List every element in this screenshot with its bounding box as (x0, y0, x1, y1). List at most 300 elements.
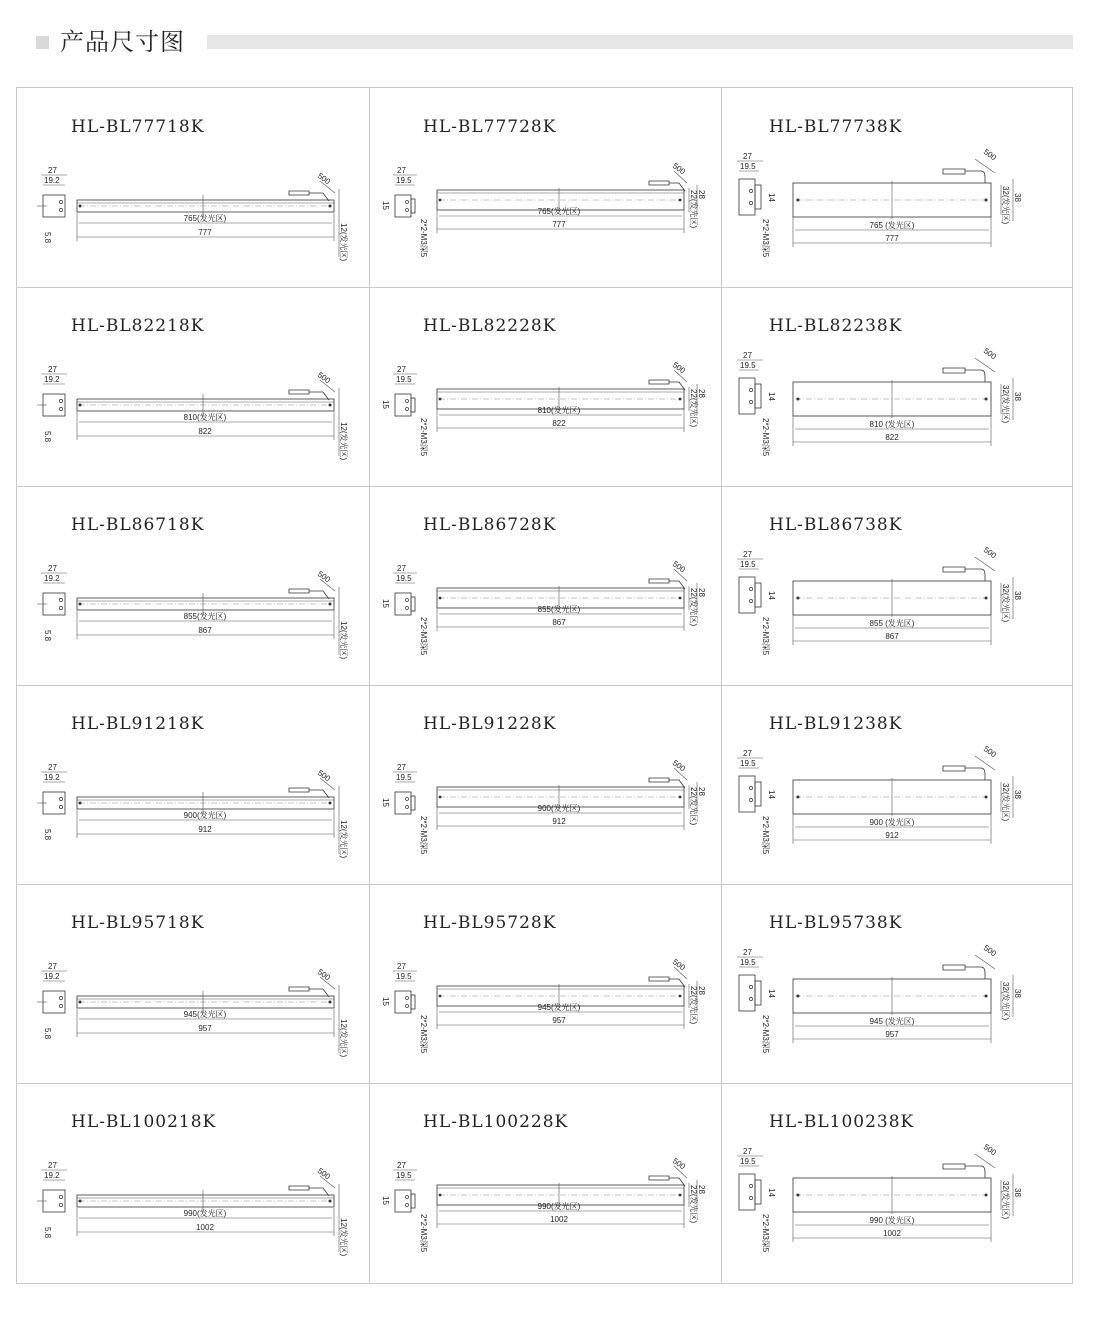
end-hole (797, 398, 800, 401)
dimension-drawing (17, 760, 357, 870)
dim-label-side: 5.8 (43, 232, 52, 244)
end-hole (797, 995, 800, 998)
mount-flange (755, 384, 761, 408)
dim-label-total: 957 (198, 1024, 212, 1033)
dim-label-emit: 810(发光区) (183, 413, 227, 422)
dim-label-side: 14 (767, 193, 776, 202)
model-name: HL-BL82238K (769, 316, 903, 336)
screw-hole (749, 189, 752, 192)
dimension-drawing (721, 744, 1061, 860)
screw-hole (59, 598, 62, 601)
section-header (0, 0, 1100, 70)
dim-label-screw: 2*2-M3深5 (419, 816, 428, 855)
screw-hole (749, 599, 752, 602)
screw-hole (406, 400, 409, 403)
dim-label-height: 38 (1013, 1188, 1022, 1197)
model-name: HL-BL100218K (71, 1112, 217, 1132)
screw-hole (59, 606, 62, 609)
cable-connector (649, 181, 685, 191)
mount-flange (411, 995, 415, 1009)
end-view-block (739, 179, 755, 215)
dim-label-width: 27 (397, 166, 406, 175)
cable-connector (289, 987, 329, 997)
product-cell (721, 88, 1072, 287)
dim-label-inner: 19.5 (740, 759, 756, 768)
end-hole (79, 404, 82, 407)
dim-label-inner: 19.5 (396, 972, 412, 981)
model-name: HL-BL77718K (71, 117, 205, 137)
end-view-block (395, 593, 411, 615)
dimension-drawing (17, 959, 357, 1069)
dimension-drawing (17, 163, 357, 273)
dimension-drawing (369, 959, 709, 1069)
dim-label-inner: 19.5 (396, 773, 412, 782)
end-hole (329, 1200, 332, 1203)
cable-connector (943, 169, 985, 183)
dim-label-height: 28 (697, 787, 706, 796)
dim-label-cable: 500 (670, 758, 687, 774)
dim-label-width: 27 (743, 749, 752, 758)
cable-connector (649, 977, 685, 987)
dim-label-cable: 500 (315, 967, 332, 983)
product-cell (17, 88, 369, 287)
dim-label-height: 12(发光区) (339, 422, 348, 461)
cable-connector (289, 589, 329, 599)
dim-label-emit-height: 22(发光区) (689, 588, 698, 627)
dim-label-screw: 2*2-M3深5 (419, 1214, 428, 1253)
product-cell (369, 884, 721, 1083)
end-hole (679, 597, 682, 600)
screw-hole (749, 201, 752, 204)
dim-label-emit: 945(发光区) (183, 1010, 227, 1019)
screw-hole (406, 798, 409, 801)
end-hole (329, 205, 332, 208)
end-view-block (395, 991, 411, 1013)
dim-label-width: 27 (743, 1147, 752, 1156)
dimension-drawing (721, 1142, 1061, 1258)
dim-label-side: 5.8 (43, 1227, 52, 1239)
dim-label-screw: 2*2-M3深5 (761, 617, 770, 656)
dim-label-side: 14 (767, 790, 776, 799)
dimension-drawing (721, 147, 1061, 263)
dim-label-cable: 500 (981, 943, 998, 959)
dim-label-side: 15 (381, 400, 390, 409)
dim-label-width: 27 (48, 962, 57, 971)
dim-label-height: 12(发光区) (339, 1019, 348, 1058)
dim-label-width: 27 (48, 166, 57, 175)
dim-label-total: 822 (885, 433, 899, 442)
dim-label-width: 27 (48, 564, 57, 573)
dim-label-emit: 765(发光区) (537, 207, 581, 216)
dim-label-emit: 900(发光区) (537, 804, 581, 813)
dim-label-height: 28 (697, 1185, 706, 1194)
dimension-drawing (721, 346, 1061, 462)
end-hole (679, 796, 682, 799)
dim-label-cable: 500 (315, 1166, 332, 1182)
mount-flange (411, 1194, 415, 1208)
dim-label-emit: 810(发光区) (537, 406, 581, 415)
dim-label-total: 1002 (196, 1223, 214, 1232)
end-hole (329, 1001, 332, 1004)
screw-hole (59, 1195, 62, 1198)
dim-label-emit: 765(发光区) (183, 214, 227, 223)
screw-hole (59, 805, 62, 808)
product-cell (721, 884, 1072, 1083)
screw-hole (59, 208, 62, 211)
screw-hole (749, 997, 752, 1000)
dim-label-side: 15 (381, 798, 390, 807)
product-cell (721, 486, 1072, 685)
dim-label-emit: 855(发光区) (183, 612, 227, 621)
dim-label-width: 27 (397, 564, 406, 573)
dim-label-cable: 500 (315, 171, 332, 187)
dim-label-inner: 19.2 (44, 574, 60, 583)
dim-label-emit: 990(发光区) (183, 1209, 227, 1218)
model-name: HL-BL82218K (71, 316, 205, 336)
mount-flange (411, 796, 415, 810)
screw-hole (749, 587, 752, 590)
dim-label-side: 5.8 (43, 1028, 52, 1040)
dim-label-emit: 945(发光区) (537, 1003, 581, 1012)
model-name: HL-BL100238K (769, 1112, 915, 1132)
screw-hole (406, 1196, 409, 1199)
dim-label-side: 14 (767, 591, 776, 600)
dim-label-emit: 765 (发光区) (869, 221, 915, 230)
cable-connector (649, 579, 685, 589)
screw-hole (59, 1004, 62, 1007)
cable-connector (649, 1176, 685, 1186)
dim-label-side: 5.8 (43, 431, 52, 443)
dim-label-emit-height: 22(发光区) (689, 389, 698, 428)
dimension-drawing (17, 362, 357, 472)
dimension-drawing (369, 163, 709, 273)
cable-connector (943, 1164, 985, 1178)
dim-label-height: 12(发光区) (339, 1218, 348, 1257)
dim-label-inner: 19.2 (44, 176, 60, 185)
cable-connector (649, 778, 685, 788)
dim-label-width: 27 (743, 550, 752, 559)
mount-flange (411, 597, 415, 611)
end-view-block (395, 394, 411, 416)
cable-connector (289, 788, 329, 798)
header-divider-bar (207, 35, 1073, 49)
end-hole (679, 995, 682, 998)
dim-label-width: 27 (397, 763, 406, 772)
end-view-block (739, 975, 755, 1011)
dim-label-height: 12(发光区) (339, 820, 348, 859)
dim-label-emit-height: 32(发光区) (1001, 186, 1010, 225)
dim-label-height: 38 (1013, 193, 1022, 202)
dim-label-side: 15 (381, 599, 390, 608)
product-cell (721, 685, 1072, 884)
dim-label-inner: 19.2 (44, 773, 60, 782)
end-hole (79, 802, 82, 805)
end-hole (797, 597, 800, 600)
model-name: HL-BL77738K (769, 117, 903, 137)
end-hole (329, 404, 332, 407)
screw-hole (59, 200, 62, 203)
mount-flange (755, 583, 761, 607)
dim-label-side: 14 (767, 392, 776, 401)
dim-label-emit-height: 22(发光区) (689, 986, 698, 1025)
dim-label-cable: 500 (981, 147, 998, 163)
model-name: HL-BL95738K (769, 913, 903, 933)
dim-label-screw: 2*2-M3深5 (761, 1015, 770, 1054)
screw-hole (59, 1203, 62, 1206)
dim-label-cable: 500 (670, 559, 687, 575)
dim-label-emit: 945 (发光区) (869, 1017, 915, 1026)
model-name: HL-BL77728K (423, 117, 557, 137)
dim-label-emit-height: 32(发光区) (1001, 982, 1010, 1021)
model-name: HL-BL86718K (71, 515, 205, 535)
dim-label-emit: 810 (发光区) (869, 420, 915, 429)
end-hole (797, 199, 800, 202)
dim-label-total: 912 (552, 817, 566, 826)
dim-label-emit-height: 22(发光区) (689, 190, 698, 229)
dim-label-height: 12(发光区) (339, 621, 348, 660)
dim-label-width: 27 (743, 152, 752, 161)
dim-label-total: 867 (552, 618, 566, 627)
product-cell (369, 287, 721, 486)
dim-label-emit: 855(发光区) (537, 605, 581, 614)
dim-label-side: 15 (381, 1196, 390, 1205)
model-name: HL-BL91218K (71, 714, 205, 734)
product-cell (17, 884, 369, 1083)
dim-label-total: 957 (885, 1030, 899, 1039)
dim-label-inner: 19.2 (44, 1171, 60, 1180)
dim-label-emit: 990(发光区) (537, 1202, 581, 1211)
dim-label-total: 867 (885, 632, 899, 641)
mount-flange (411, 398, 415, 412)
dim-label-cable: 500 (670, 1156, 687, 1172)
end-hole (439, 1194, 442, 1197)
product-cell (369, 88, 721, 287)
dim-label-cable: 500 (670, 957, 687, 973)
dim-label-height: 12(发光区) (339, 223, 348, 262)
dim-label-cable: 500 (981, 545, 998, 561)
dim-label-screw: 2*2-M3深5 (761, 1214, 770, 1253)
dim-label-total: 777 (552, 220, 566, 229)
dim-label-width: 27 (743, 948, 752, 957)
product-cell (17, 486, 369, 685)
cable-connector (289, 191, 329, 201)
screw-hole (406, 1005, 409, 1008)
dim-label-inner: 19.5 (740, 162, 756, 171)
end-hole (439, 398, 442, 401)
dim-label-side: 15 (381, 201, 390, 210)
dim-label-total: 867 (198, 626, 212, 635)
dimension-drawing (17, 1158, 357, 1268)
dim-label-total: 1002 (883, 1229, 901, 1238)
dim-label-cable: 500 (315, 768, 332, 784)
dim-label-cable: 500 (981, 744, 998, 760)
screw-hole (749, 786, 752, 789)
end-hole (329, 603, 332, 606)
dim-label-emit-height: 22(发光区) (689, 1185, 698, 1224)
cable-connector (943, 368, 985, 382)
end-hole (679, 398, 682, 401)
dim-label-width: 27 (743, 351, 752, 360)
dim-label-side: 5.8 (43, 630, 52, 642)
end-view-block (395, 195, 411, 217)
end-hole (439, 199, 442, 202)
end-hole (79, 1200, 82, 1203)
screw-hole (59, 797, 62, 800)
dim-label-emit: 855 (发光区) (869, 619, 915, 628)
dim-label-screw: 2*2-M3深5 (761, 418, 770, 457)
dim-label-inner: 19.5 (396, 574, 412, 583)
screw-hole (749, 985, 752, 988)
dim-label-height: 38 (1013, 790, 1022, 799)
dimension-drawing (17, 561, 357, 671)
dim-label-cable: 500 (315, 370, 332, 386)
end-view-block (395, 1190, 411, 1212)
header-square-icon (36, 36, 49, 49)
dim-label-height: 28 (697, 190, 706, 199)
dim-label-screw: 2*2-M3深5 (419, 219, 428, 258)
product-cell (369, 1083, 721, 1283)
dim-label-total: 777 (198, 228, 212, 237)
screw-hole (749, 400, 752, 403)
end-hole (985, 1194, 988, 1197)
end-hole (79, 603, 82, 606)
end-view-block (395, 792, 411, 814)
product-cell (17, 287, 369, 486)
dim-label-total: 822 (198, 427, 212, 436)
end-view-block (739, 1174, 755, 1210)
dim-label-emit: 900(发光区) (183, 811, 227, 820)
dim-label-inner: 19.5 (396, 176, 412, 185)
dim-label-emit-height: 32(发光区) (1001, 385, 1010, 424)
cable-connector (943, 766, 985, 780)
product-cell (721, 287, 1072, 486)
dim-label-emit-height: 32(发光区) (1001, 584, 1010, 623)
end-hole (797, 1194, 800, 1197)
product-cell (721, 1083, 1072, 1283)
end-hole (985, 995, 988, 998)
screw-hole (749, 388, 752, 391)
dimension-drawing (721, 545, 1061, 661)
end-hole (985, 199, 988, 202)
end-hole (79, 205, 82, 208)
dim-label-screw: 2*2-M3深5 (761, 219, 770, 258)
dim-label-screw: 2*2-M3深5 (761, 816, 770, 855)
mount-flange (411, 199, 415, 213)
screw-hole (406, 209, 409, 212)
dim-label-emit: 900 (发光区) (869, 818, 915, 827)
dim-label-inner: 19.5 (740, 560, 756, 569)
screw-hole (749, 798, 752, 801)
end-view-block (739, 776, 755, 812)
dim-label-side: 14 (767, 989, 776, 998)
dim-label-inner: 19.5 (740, 1157, 756, 1166)
end-hole (679, 1194, 682, 1197)
end-hole (985, 597, 988, 600)
dim-label-width: 27 (48, 1161, 57, 1170)
screw-hole (406, 408, 409, 411)
dim-label-height: 38 (1013, 591, 1022, 600)
dim-label-emit-height: 32(发光区) (1001, 1181, 1010, 1220)
dim-label-width: 27 (48, 763, 57, 772)
dim-label-emit-height: 22(发光区) (689, 787, 698, 826)
dim-label-screw: 2*2-M3深5 (419, 617, 428, 656)
end-hole (439, 597, 442, 600)
end-hole (679, 199, 682, 202)
dim-label-cable: 500 (670, 161, 687, 177)
dim-label-screw: 2*2-M3深5 (419, 1015, 428, 1054)
dim-label-width: 27 (48, 365, 57, 374)
screw-hole (406, 1204, 409, 1207)
dim-label-height: 38 (1013, 392, 1022, 401)
dim-label-side: 15 (381, 997, 390, 1006)
end-hole (985, 398, 988, 401)
screw-hole (406, 201, 409, 204)
screw-hole (406, 806, 409, 809)
dim-label-inner: 19.5 (740, 958, 756, 967)
page-title: 产品尺寸图 (60, 28, 185, 56)
product-cell (369, 685, 721, 884)
dim-label-inner: 19.5 (740, 361, 756, 370)
dim-label-screw: 2*2-M3深5 (419, 418, 428, 457)
dim-label-height: 28 (697, 986, 706, 995)
screw-hole (749, 1184, 752, 1187)
dimension-drawing (369, 561, 709, 671)
dim-label-total: 957 (552, 1016, 566, 1025)
product-cell (369, 486, 721, 685)
dim-label-total: 912 (198, 825, 212, 834)
end-view-block (739, 577, 755, 613)
mount-flange (755, 185, 761, 209)
mount-flange (755, 1180, 761, 1204)
dim-label-cable: 500 (315, 569, 332, 585)
dim-label-height: 28 (697, 389, 706, 398)
product-cell (17, 1083, 369, 1283)
dim-label-cable: 500 (981, 346, 998, 362)
screw-hole (406, 599, 409, 602)
end-hole (439, 796, 442, 799)
dimension-drawing (369, 760, 709, 870)
dim-label-inner: 19.5 (396, 375, 412, 384)
screw-hole (59, 407, 62, 410)
dim-label-height: 38 (1013, 989, 1022, 998)
end-hole (329, 802, 332, 805)
screw-hole (406, 607, 409, 610)
end-hole (797, 796, 800, 799)
product-cell (17, 685, 369, 884)
mount-flange (755, 782, 761, 806)
model-name: HL-BL91228K (423, 714, 557, 734)
dim-label-emit: 990 (发光区) (869, 1216, 915, 1225)
dim-label-total: 822 (552, 419, 566, 428)
dim-label-inner: 19.5 (396, 1171, 412, 1180)
cable-connector (649, 380, 685, 390)
end-view-block (739, 378, 755, 414)
screw-hole (749, 1196, 752, 1199)
screw-hole (59, 996, 62, 999)
model-name: HL-BL86728K (423, 515, 557, 535)
dim-label-cable: 500 (670, 360, 687, 376)
dim-label-total: 912 (885, 831, 899, 840)
end-hole (439, 995, 442, 998)
dimension-drawing (369, 362, 709, 472)
dim-label-cable: 500 (981, 1142, 998, 1158)
dim-label-height: 28 (697, 588, 706, 597)
mount-flange (755, 981, 761, 1005)
model-name: HL-BL95718K (71, 913, 205, 933)
dim-label-width: 27 (397, 365, 406, 374)
model-name: HL-BL95728K (423, 913, 557, 933)
dim-label-total: 777 (885, 234, 899, 243)
